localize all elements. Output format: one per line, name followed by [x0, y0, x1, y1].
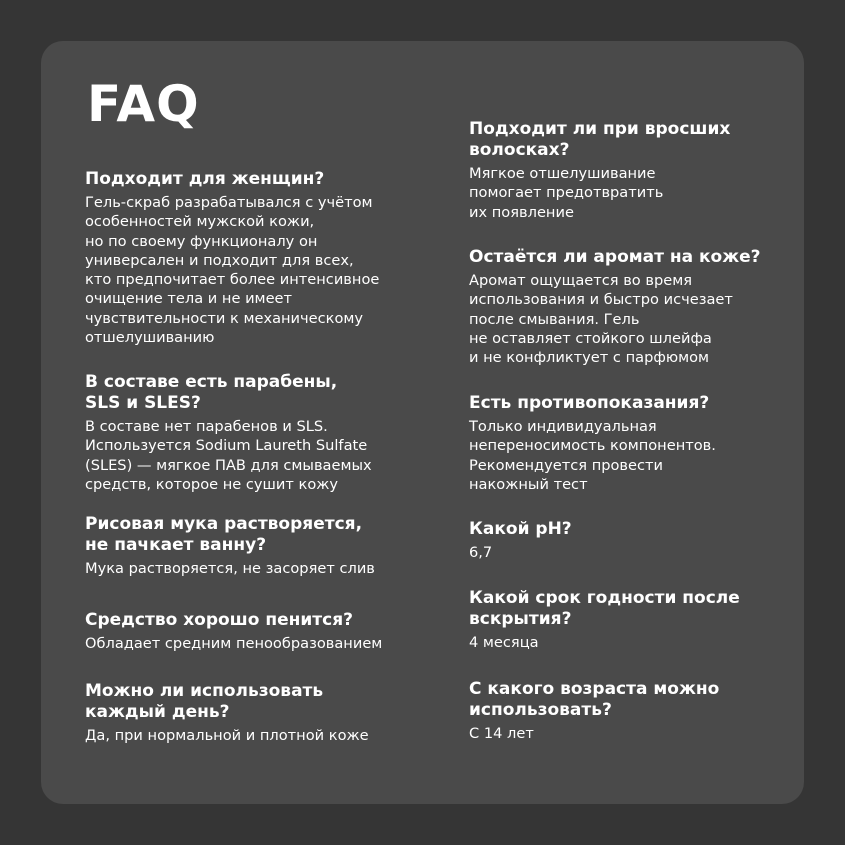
faq-answer: Гель-скраб разрабатывался с учётом особенностей мужской кожи, но по своему функционалу он универсален и подходит для всех, кто предпочитает более интенсивное очищение тела и не имеет чувствительности к механическому отшелушиванию [85, 194, 380, 347]
faq-answer: С 14 лет [469, 725, 534, 742]
faq-answer: Мука растворяется, не засоряет слив [85, 560, 375, 577]
faq-question: Рисовая мука растворяется, не пачкает ванну? [85, 514, 363, 555]
faq-item [85, 514, 445, 578]
faq-item [469, 519, 789, 562]
faq-answer: Мягкое отшелушивание помогает предотвратить их появление [469, 165, 664, 221]
faq-item [469, 119, 789, 222]
faq-question: Подходит для женщин? [85, 169, 325, 189]
faq-question: Средство хорошо пенится? [85, 610, 353, 630]
page-title: FAQ [87, 75, 200, 133]
faq-question: Можно ли использовать каждый день? [85, 681, 324, 722]
faq-question: С какого возраста можно использовать? [469, 679, 720, 720]
faq-question: Подходит ли при вросших волосках? [469, 119, 731, 160]
faq-question: Есть противопоказания? [469, 393, 710, 413]
faq-question: Какой pH? [469, 519, 572, 539]
faq-item [85, 681, 445, 745]
faq-answer: Обладает средним пенообразованием [85, 635, 383, 652]
faq-question: Остаётся ли аромат на коже? [469, 247, 761, 267]
faq-item [469, 393, 789, 494]
faq-answer: Аромат ощущается во время использования и быстро исчезает после смывания. Гель не оставляет стойкого шлейфа и не конфликтует с парфюмом [469, 272, 733, 367]
faq-answer: 6,7 [469, 544, 493, 561]
faq-answer: В составе нет парабенов и SLS. Используется Sodium Laureth Sulfate (SLES) — мягкое ПАВ для смываемых средств, которое не сушит кожу [85, 418, 372, 493]
faq-item [85, 610, 445, 653]
faq-answer: Да, при нормальной и плотной коже [85, 727, 369, 744]
faq-answer: Только индивидуальная непереносимость компонентов. Рекомендуется провести накожный тест [469, 418, 716, 493]
faq-item [469, 247, 789, 367]
faq-item [469, 588, 789, 652]
faq-item [85, 169, 445, 347]
faq-question: Какой срок годности после вскрытия? [469, 588, 740, 629]
faq-card [41, 41, 804, 804]
faq-item [85, 372, 445, 494]
faq-answer: 4 месяца [469, 634, 539, 651]
faq-item [469, 679, 789, 743]
faq-question: В составе есть парабены, SLS и SLES? [85, 372, 338, 413]
